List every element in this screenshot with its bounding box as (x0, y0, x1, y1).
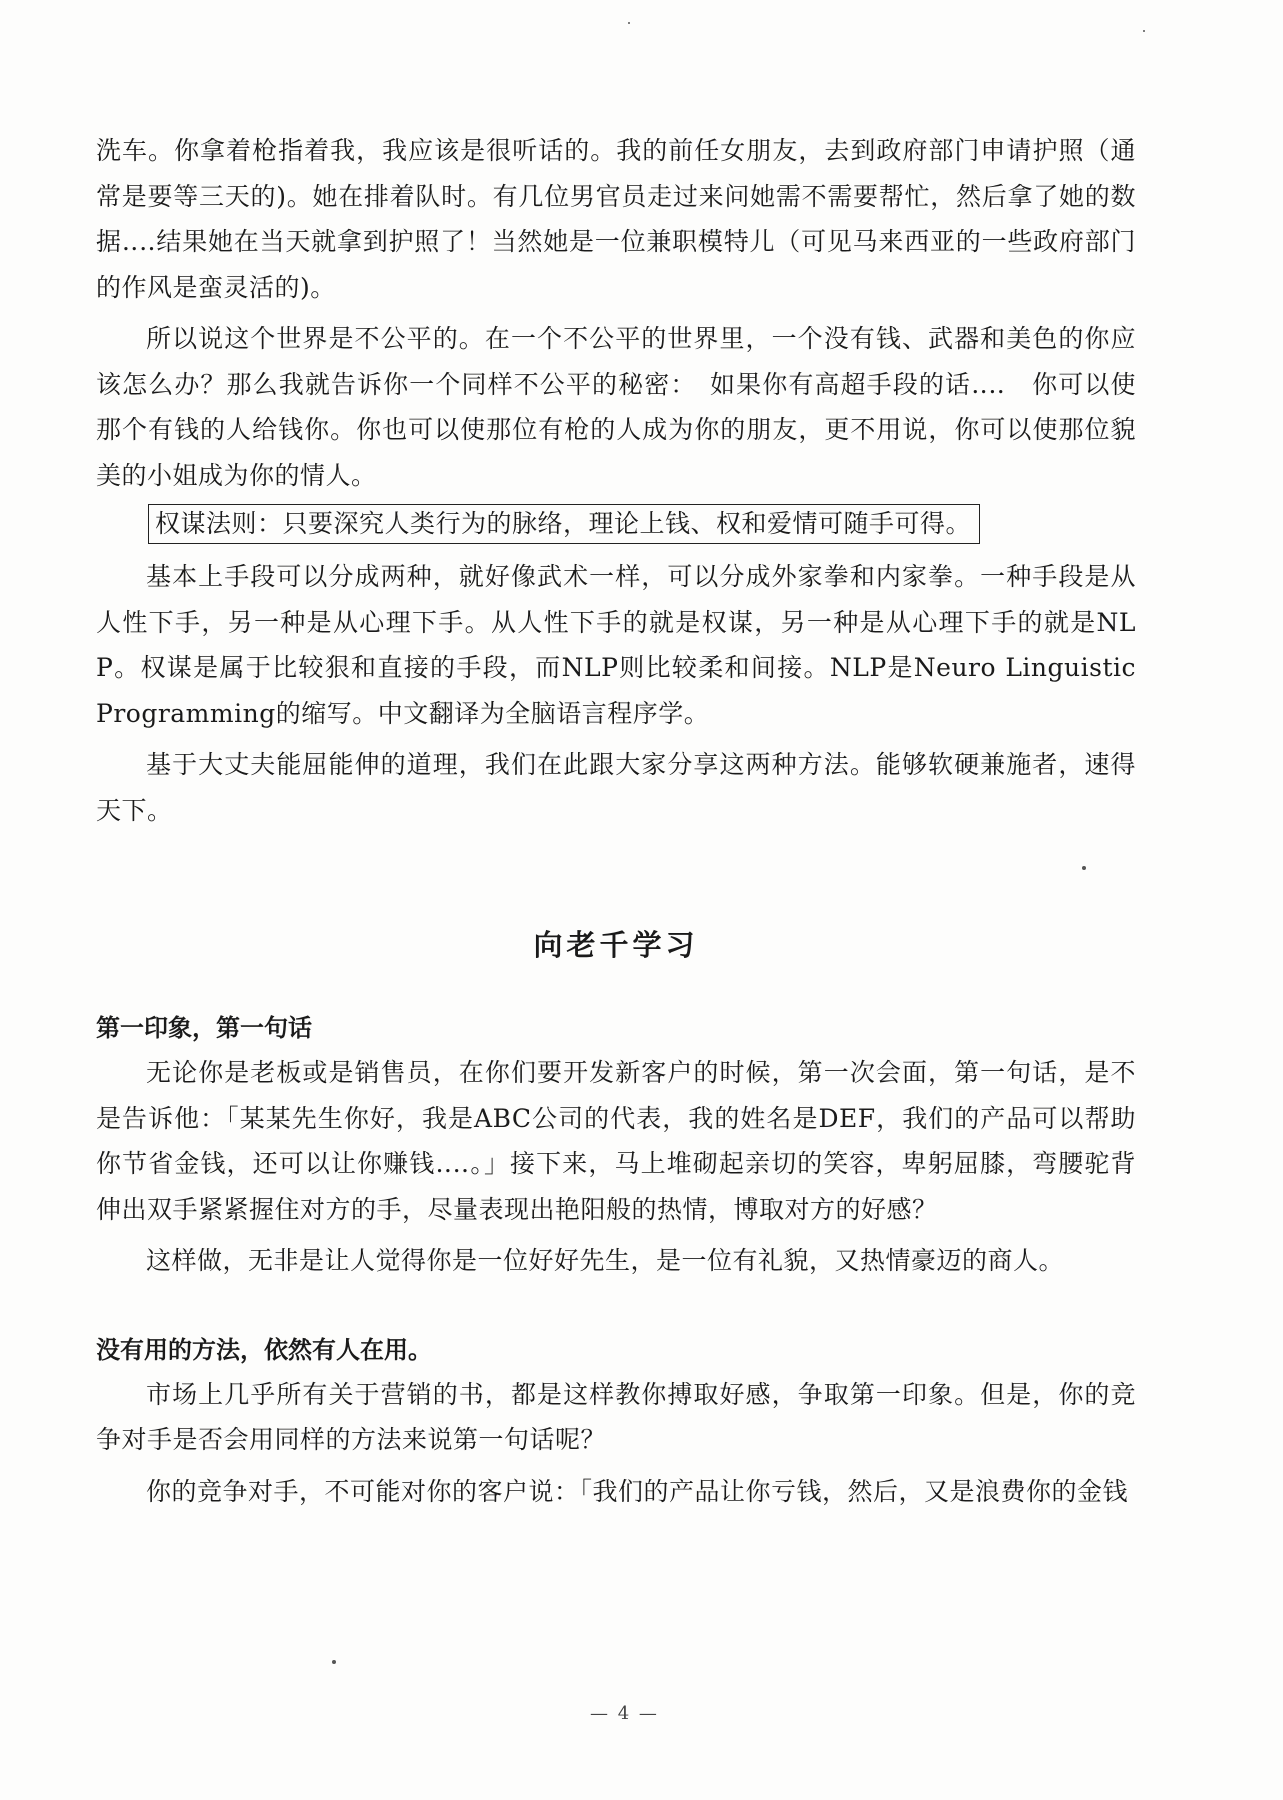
paragraph: 无论你是老板或是销售员，在你们要开发新客户的时候，第一次会面，第一句话，是不是告诉他：「某某先生你好，我是ABC公司的代表，我的姓名是DEF，我们的产品可以帮助你节省金钱，还可以让你赚钱‥‥。」接下来，马上堆砌起亲切的笑容，卑躬屈膝，弯腰驼背伸出双手紧紧握住对方的手，尽量表现出艳阳般的热情，博取对方的好感？ (96, 1058, 1136, 1224)
subheading: 没有用的方法，依然有人在用。 (96, 1335, 432, 1364)
paragraph: 所以说这个世界是不公平的。在一个不公平的世界里，一个没有钱、武器和美色的你应该怎么办？那么我就告诉你一个同样不公平的秘密： 如果你有高超手段的话‥‥ 你可以使那个有钱的人给钱你。你也可以使那位有枪的人成为你的朋友，更不用说，你可以使那位貌美的小姐成为你的情人。 (96, 324, 1136, 490)
paragraph: 基于大丈夫能屈能伸的道理，我们在此跟大家分享这两种方法。能够软硬兼施者，速得天下。 (96, 750, 1136, 825)
section-title: 向老千学习 (533, 928, 699, 962)
paragraph: 洗车。你拿着枪指着我，我应该是很听话的。我的前任女朋友，去到政府部门申请护照（通常是要等三天的)。她在排着队时。有几位男官员走过来问她需不需要帮忙，然后拿了她的数据‥‥结果她在当天就拿到护照了！当然她是一位兼职模特儿（可见马来西亚的一些政府部门的作风是蛮灵活的)。 (96, 136, 1136, 302)
subheading: 第一印象，第一句话 (96, 1014, 312, 1042)
paragraph: 市场上几乎所有关于营销的书，都是这样教你搏取好感，争取第一印象。但是，你的竞争对手是否会用同样的方法来说第一句话呢？ (96, 1379, 1136, 1454)
scan-speck (628, 22, 630, 24)
paragraph: 这样做，无非是让人觉得你是一位好好先生，是一位有礼貌，又热情豪迈的商人。 (146, 1246, 1065, 1275)
paragraph: 基本上手段可以分成两种，就好像武术一样，可以分成外家拳和内家拳。一种手段是从人性下手，另一种是从心理下手。从人性下手的就是权谋，另一种是从心理下手的就是NLP。权谋是属于比较狠和直接的手段，而NLP则比较柔和间接。NLP是Neuro Linguistic Programming的缩写。中文翻译为全脑语言程序学。 (96, 562, 1136, 728)
paragraph: 你的竞争对手，不可能对你的客户说：「我们的产品让你亏钱，然后，又是浪费你的金钱 (146, 1476, 1129, 1506)
scan-speck (1143, 30, 1145, 32)
scan-speck (1082, 866, 1086, 870)
scan-speck (332, 1660, 336, 1664)
page-number: — 4 — (590, 1703, 659, 1724)
rule-box: 权谋法则：只要深究人类行为的脉络，理论上钱、权和爱情可随手可得。 (148, 504, 980, 544)
page-content (96, 128, 1136, 1514)
